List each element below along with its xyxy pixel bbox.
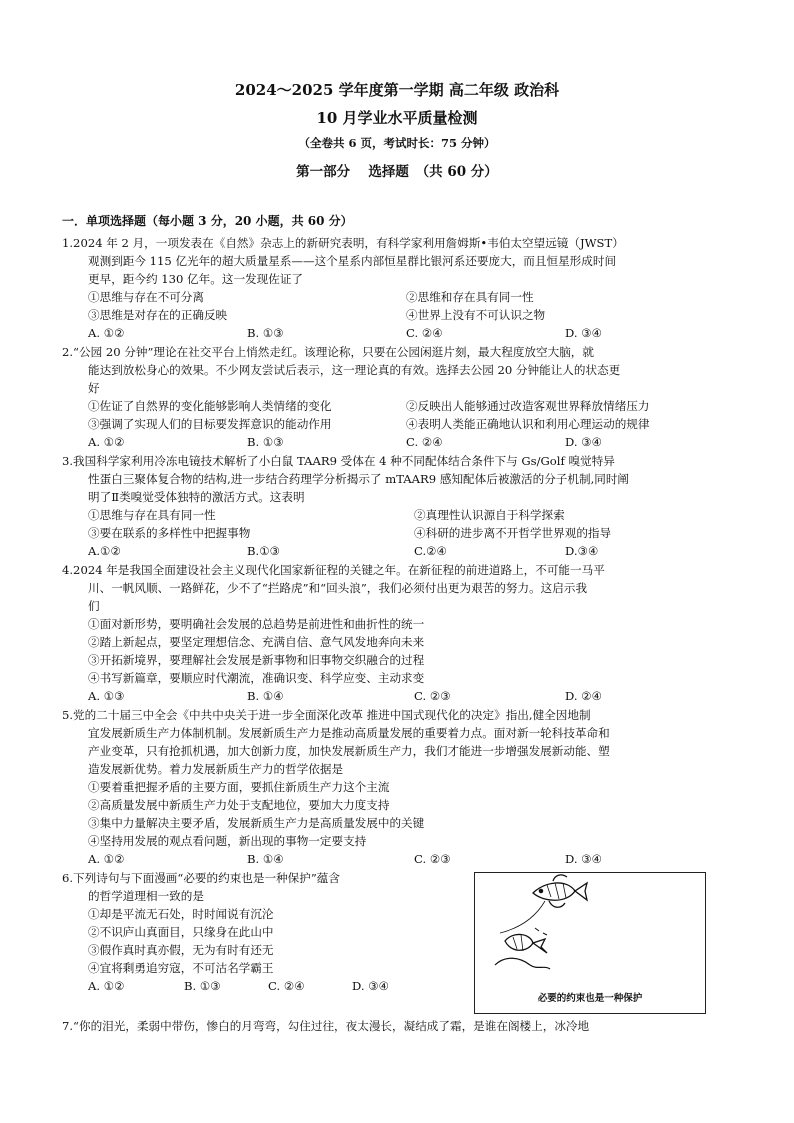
q4-line-2: 川、一帆风顺、一路鲜花，少不了“拦路虎”和“回头浪”，我们必须付出更为艰苦的努力。这启示我 bbox=[88, 581, 588, 595]
q2-line-3: 好 bbox=[88, 381, 100, 395]
q1-line-1: 1.2024 年 2 月，一项发表在《自然》杂志上的新研究表明，有科学家利用詹姆斯•韦伯太空望远镜（JWST） bbox=[62, 236, 624, 250]
q4-option-c: C. ②③ bbox=[414, 689, 451, 703]
q1-option-a: A. ①② bbox=[88, 326, 125, 340]
q3-option-c: C.②④ bbox=[414, 544, 447, 558]
q3-option-a: A.①② bbox=[88, 544, 121, 558]
q4-statement-2: ②踏上新起点，要坚定理想信念、充满自信、意气风发地奔向未来 bbox=[88, 635, 425, 649]
q1-statement-3: ③思维是对存在的正确反映 bbox=[88, 308, 228, 322]
section-heading: 一．单项选择题（每小题 3 分，20 小题，共 60 分） bbox=[62, 214, 353, 228]
q1-statement-2: ②思维和存在具有同一性 bbox=[406, 290, 534, 304]
q6-cartoon-illustration bbox=[475, 873, 705, 988]
exam-subtitle: 10 月学业水平质量检测 bbox=[316, 109, 478, 127]
q6-statement-1: ①却是平流无石处，时时闻说有沉沦 bbox=[88, 907, 274, 921]
q2-line-1: 2.“公园 20 分钟”理论在社交平台上悄然走红。该理论称，只要在公园闲逛片刻，最大程度放空大脑，就 bbox=[62, 345, 594, 359]
q3-line-2: 性蛋白三聚体复合物的结构,进一步结合药理学分析揭示了 mTAAR9 感知配体后被激活的分子机制,同时阐 bbox=[88, 472, 630, 486]
q6-line-2: 的哲学道理相一致的是 bbox=[88, 889, 204, 903]
q6-option-b: B. ①③ bbox=[184, 979, 221, 993]
q4-option-b: B. ①④ bbox=[247, 689, 284, 703]
q4-statement-4: ④书写新篇章，要顺应时代潮流，准确识变、科学应变、主动求变 bbox=[88, 671, 425, 685]
q5-line-2: 宜发展新质生产力体制机制。发展新质生产力是推动高质量发展的重要着力点。面对新一轮科技革命和 bbox=[88, 726, 610, 740]
q1-option-d: D. ③④ bbox=[565, 326, 603, 340]
q2-statement-3: ③强调了实现人们的目标要发挥意识的能动作用 bbox=[88, 417, 332, 431]
q5-statement-1: ①要着重把握矛盾的主要方面，要抓住新质生产力这个主流 bbox=[88, 780, 390, 794]
q6-statement-3: ③假作真时真亦假，无为有时有还无 bbox=[88, 943, 274, 957]
q3-statement-1: ①思维与存在具有同一性 bbox=[88, 508, 216, 522]
q5-statement-3: ③集中力量解决主要矛盾，发展新质生产力是高质量发展中的关键 bbox=[88, 816, 425, 830]
q3-option-b: B.①③ bbox=[247, 544, 280, 558]
q5-option-b: B. ①④ bbox=[247, 852, 284, 866]
q6-option-c: C. ②④ bbox=[268, 979, 305, 993]
q6-line-1: 6.下列诗句与下面漫画“必要的约束也是一种保护”蕴含 bbox=[62, 871, 340, 885]
q4-option-d: D. ②④ bbox=[565, 689, 603, 703]
part-heading: 第一部分 选择题 （共 60 分） bbox=[296, 164, 498, 180]
q2-statement-2: ②反映出人能够通过改造客观世界释放情绪压力 bbox=[406, 399, 650, 413]
ground-scribble bbox=[495, 958, 550, 969]
q4-statement-1: ①面对新形势，要明确社会发展的总趋势是前进性和曲折性的统一 bbox=[88, 617, 425, 631]
q1-option-c: C. ②④ bbox=[406, 326, 443, 340]
q4-option-a: A. ①③ bbox=[88, 689, 125, 703]
q5-option-d: D. ③④ bbox=[565, 852, 603, 866]
q2-option-d: D. ③④ bbox=[565, 435, 603, 449]
q5-line-3: 产业变革，只有抢抓机遇，加大创新力度，加快发展新质生产力，我们才能进一步增强发展新动能、塑 bbox=[88, 744, 610, 758]
q3-line-3: 明了Ⅱ类嗅觉受体独特的激活方式。这表明 bbox=[88, 490, 305, 504]
q2-statement-4: ④表明人类能正确地认识和利用心理运动的规律 bbox=[406, 417, 650, 431]
q2-option-b: B. ①③ bbox=[247, 435, 284, 449]
exam-note: （全卷共 6 页，考试时长：75 分钟） bbox=[298, 136, 496, 150]
q4-line-3: 们 bbox=[88, 599, 100, 613]
q4-statement-3: ③开拓新境界，要理解社会发展是新事物和旧事物交织融合的过程 bbox=[88, 653, 425, 667]
q2-line-2: 能达到放松身心的效果。不少网友尝试后表示，这一理论真的有效。选择去公园 20 分钟能让人的状态更 bbox=[88, 363, 621, 377]
q1-line-3: 更早，距今约 130 亿年。这一发现佐证了 bbox=[88, 272, 304, 286]
q1-statement-4: ④世界上没有不可认识之物 bbox=[406, 308, 546, 322]
q3-statement-4: ④科研的进步离不开哲学世界观的指导 bbox=[414, 526, 612, 540]
fallen-kite-icon bbox=[505, 934, 547, 953]
kite-fish-icon bbox=[533, 875, 587, 907]
q3-statement-2: ②真理性认识源自于科学探索 bbox=[414, 508, 565, 522]
q6-option-d: D. ③④ bbox=[352, 979, 390, 993]
q2-option-c: C. ②④ bbox=[406, 435, 443, 449]
q1-statement-1: ①思维与存在不可分离 bbox=[88, 290, 204, 304]
q6-statement-4: ④宜将剩勇追穷寇，不可沽名学霸王 bbox=[88, 961, 274, 975]
q3-option-d: D.③④ bbox=[565, 544, 599, 558]
q4-line-1: 4.2024 年是我国全面建设社会主义现代化国家新征程的关键之年。在新征程的前进道路上，不可能一马平 bbox=[62, 563, 605, 577]
q5-statement-2: ②高质量发展中新质生产力处于支配地位，要加大力度支持 bbox=[88, 798, 390, 812]
dash-marks bbox=[535, 928, 547, 935]
q2-option-a: A. ①② bbox=[88, 435, 125, 449]
q5-line-1: 5.党的二十届三中全会《中共中央关于进一步全面深化改革 推进中国式现代化的决定》指出,健全因地制 bbox=[62, 708, 591, 722]
q7-line-1: 7.“你的泪光，柔弱中带伤，惨白的月弯弯，勾住过往，夜太漫长，凝结成了霜，是谁在阁楼上，冰冷地 bbox=[62, 1019, 590, 1033]
q6-cartoon bbox=[474, 872, 706, 1014]
exam-title: 2024～2025 学年度第一学期 高二年级 政治科 bbox=[234, 81, 560, 99]
q1-option-b: B. ①③ bbox=[247, 326, 284, 340]
q6-cartoon-caption: 必要的约束也是一种保护 bbox=[537, 993, 643, 1004]
q1-line-2: 观测到距今 115 亿光年的超大质量星系——这个星系内部恒星群比银河系还要庞大，而且恒星形成时间 bbox=[88, 254, 617, 268]
q5-line-4: 造发展新优势。着力发展新质生产力的哲学依据是 bbox=[88, 762, 344, 776]
q3-line-1: 3.我国科学家利用冷冻电镜技术解析了小白鼠 TAAR9 受体在 4 种不同配体结合条件下与 Gs/Golf 嗅觉特异 bbox=[62, 454, 615, 468]
q6-statement-2: ②不识庐山真面目，只缘身在此山中 bbox=[88, 925, 274, 939]
q6-option-a: A. ①② bbox=[88, 979, 125, 993]
q3-statement-3: ③要在联系的多样性中把握事物 bbox=[88, 526, 251, 540]
q5-option-c: C. ②③ bbox=[414, 852, 451, 866]
q2-statement-1: ①佐证了自然界的变化能够影响人类情绪的变化 bbox=[88, 399, 332, 413]
q5-statement-4: ④坚持用发展的观点看问题，新出现的事物一定要支持 bbox=[88, 834, 367, 848]
kite-string bbox=[500, 901, 545, 933]
q5-option-a: A. ①② bbox=[88, 852, 125, 866]
